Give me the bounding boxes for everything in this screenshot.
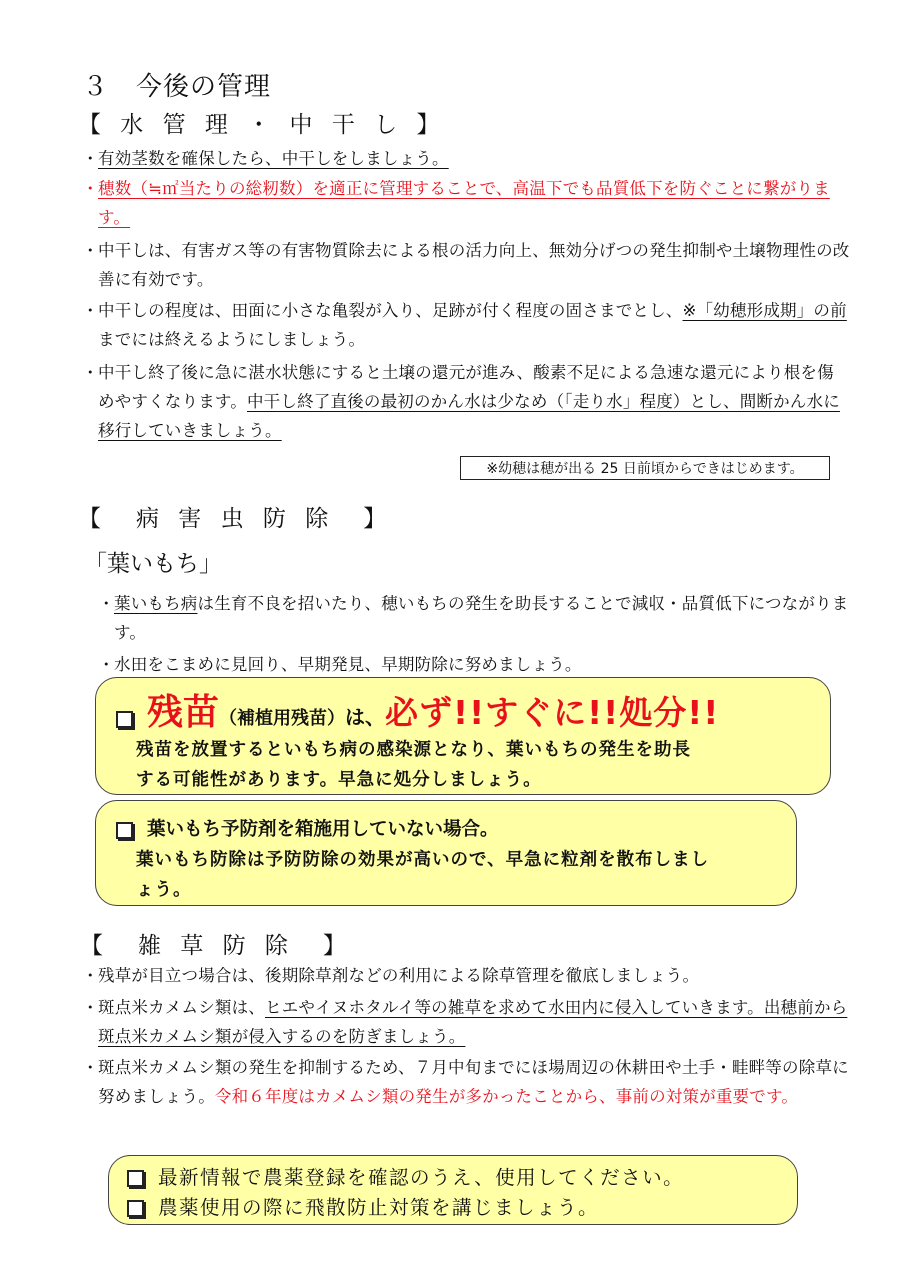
checkbox-icon — [116, 711, 133, 728]
box1-line2: 残苗を放置するといもち病の感染源となり、葉いもちの発生を助長 — [136, 740, 691, 760]
water-bullet-5: ・中干し終了後に急に湛水状態にすると土壌の還元が進み、酸素不足による急速な還元により根を傷めやすくなります。中干し終了直後の最初のかん水は少なめ（「走り水」程度）とし、間断かん水に移行していきましょう。 — [82, 358, 850, 445]
water-bullet-1: ・有効茎数を確保したら、中干しをしましょう。 — [82, 144, 850, 173]
pest-bullet-1: ・葉いもち病は生育不良を招いたり、穂いもちの発生を助長することで減収・品質低下につながります。 — [98, 589, 850, 647]
section-title: ３ 今後の管理 — [82, 72, 272, 102]
bullet-mark: ・ — [82, 301, 99, 320]
leftover-seedlings-box — [95, 677, 831, 795]
box2-line3: ょう。 — [136, 880, 192, 900]
final-line1: 最新情報で農薬登録を確認のうえ、使用してください。 — [127, 1162, 684, 1190]
bullet-mark: ・ — [82, 241, 99, 260]
bullet-mark: ・ — [82, 998, 99, 1017]
bullet-mark: ・ — [82, 966, 99, 985]
bullet-mark: ・ — [82, 363, 99, 382]
checkbox-icon — [116, 822, 133, 839]
water-bullet-4: ・中干しの程度は、田面に小さな亀裂が入り、足跡が付く程度の固さまでとし、※「幼穂形成期」の前までには終えるようにしましょう。 — [82, 296, 850, 354]
bullet-mark: ・ — [82, 179, 99, 198]
water-heading: 【 水 管 理 ・ 中 干 し 】 — [78, 112, 446, 138]
weed-bullet-1: ・残草が目立つ場合は、後期除草剤などの利用による除草管理を徹底しましょう。 — [82, 961, 850, 990]
box1-line3: する可能性があります。早急に処分しましょう。 — [136, 770, 542, 790]
weed-bullet-3: ・斑点米カメムシ類の発生を抑制するため、７月中旬までにほ場周辺の休耕田や土手・畦畔等の除草に努めましょう。令和６年度はカメムシ類の発生が多かったことから、事前の対策が重要です。 — [82, 1053, 850, 1111]
checkbox-icon — [127, 1170, 144, 1187]
water-bullet-3: ・中干しは、有害ガス等の有害物質除去による根の活力向上、無効分げつの発生抑制や土壌物理性の改善に有効です。 — [82, 236, 850, 294]
pesticide-reminder-box — [108, 1155, 798, 1225]
leaf-blast-subheading: 「葉いもち」 — [84, 551, 222, 577]
bullet-mark: ・ — [98, 655, 115, 674]
weed-bullet-2: ・斑点米カメムシ類は、ヒエやイヌホタルイ等の雑草を求めて水田内に侵入していきます。出穂前から斑点米カメムシ類が侵入するのを防ぎましょう。 — [82, 993, 850, 1051]
pest-bullet-2: ・水田をこまめに見回り、早期発見、早期防除に努めましょう。 — [98, 650, 850, 679]
bullet-mark: ・ — [98, 594, 115, 613]
weed-heading: 【 雑 草 防 除 】 — [80, 933, 352, 959]
pest-heading: 【 病 害 虫 防 除 】 — [78, 506, 393, 532]
final-line2: 農薬使用の際に飛散防止対策を講じましょう。 — [127, 1192, 599, 1220]
bullet-mark: ・ — [82, 149, 99, 168]
box1-headline: 残苗（補植用残苗）は、必ず!!すぐに!!処分!! — [116, 684, 719, 735]
preventive-agent-box — [95, 800, 797, 906]
water-bullet-2: ・穂数（≒㎡当たりの総籾数）を適正に管理することで、高温下でも品質低下を防ぐことに繋がります。 — [82, 174, 850, 232]
bullet-mark: ・ — [82, 1058, 99, 1077]
checkbox-icon — [127, 1200, 144, 1217]
box2-headline: 葉いもち予防剤を箱施用していない場合。 — [116, 815, 499, 841]
young-panicle-note: ※幼穂は穂が出る 25 日前頃からできはじめます。 — [460, 456, 830, 480]
box2-line2: 葉いもち防除は予防防除の効果が高いので、早急に粒剤を散布しまし — [136, 850, 710, 870]
